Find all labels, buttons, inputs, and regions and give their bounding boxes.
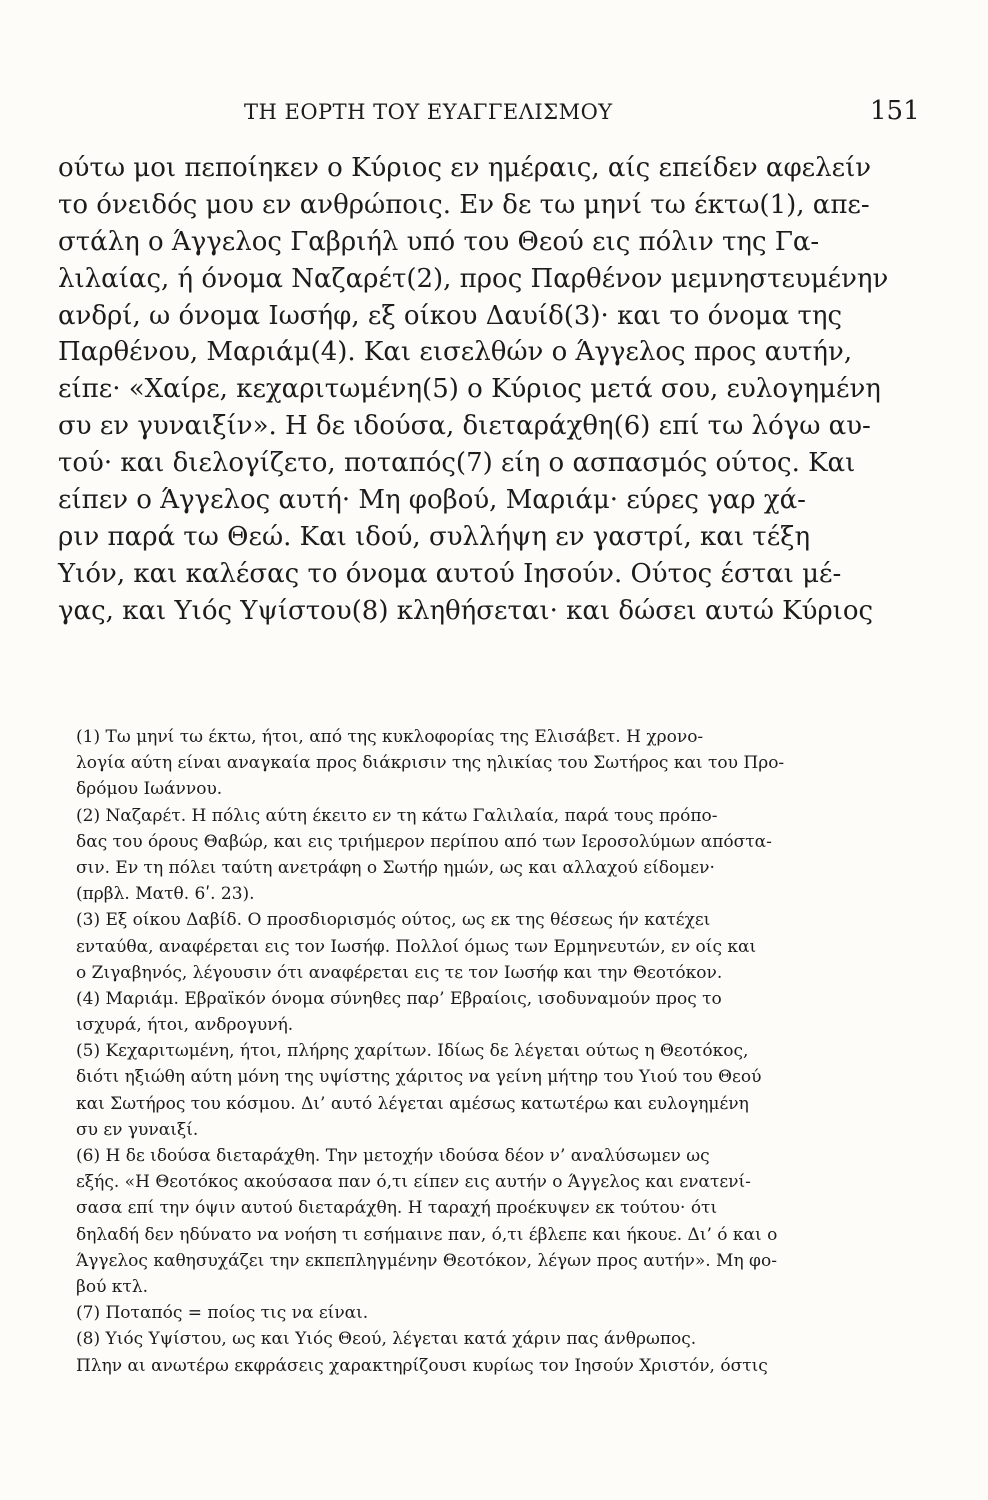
running-title: ΤΗ ΕΟΡΤΗ ΤΟΥ ΕΥΑΓΓΕΛΙΣΜΟΥ (244, 100, 613, 124)
footnotes (76, 724, 816, 1379)
footnote-line: σιν. Εν τη πόλει ταύτη ανετράφη ο Σωτήρ ημών, ως και αλλαχού είδομεν· (76, 857, 715, 878)
page-number: 151 (870, 96, 920, 126)
footnote-line: λογία αύτη είναι αναγκαία προς διάκρισιν της ηλικίας του Σωτήρος και του Προ- (76, 753, 785, 774)
footnote-line: δηλαδή δεν ηδύνατο να νοήση τι εσήμαινε παν, ό,τι έβλεπε και ήκουε. Δι’ ό και ο (76, 1224, 778, 1245)
text-line: το όνειδός μου εν ανθρώποις. Εν δε τω μηνί τω έκτω(1), απε- (58, 189, 870, 220)
footnote-line: (6) Η δε ιδούσα διεταράχθη. Την μετοχήν ιδούσα δέον ν’ αναλύσωμεν ως (76, 1146, 710, 1166)
footnote-line: (7) Ποταπός = ποίος τις να είναι. (76, 1303, 369, 1324)
text-line: ούτω μοι πεποίηκεν ο Κύριος εν ημέραις, αίς επείδεν αφελείν (58, 153, 872, 183)
footnote-line: (1) Τω μηνί τω έκτω, ήτοι, από της κυκλοφορίας της Ελισάβετ. Η χρονο- (76, 727, 704, 747)
footnote-line: δας του όρους Θαβώρ, και εις τριήμερον περίπου από των Ιεροσολύμων απόστα- (76, 831, 772, 852)
footnote-line: σασα επί την όψιν αυτού διεταράχθη. Η ταραχή προέκυψεν εκ τούτου· ότι (76, 1198, 718, 1219)
footnote-line: Πλην αι ανωτέρω εκφράσεις χαρακτηρίζουσι κυρίως τον Ιησούν Χριστόν, όστις (76, 1355, 768, 1376)
text-line: Υιόν, και καλέσας το όνομα αυτού Ιησούν. Ούτος έσται μέ- (58, 558, 842, 589)
page-header (0, 96, 988, 136)
text-line: ανδρί, ω όνομα Ιωσήφ, εξ οίκου Δαυίδ(3)· και το όνομα της (58, 300, 842, 331)
footnote-line: διότι ηξιώθη αύτη μόνη της υψίστης χάριτος να γείνη μήτηρ του Υιού του Θεού (76, 1067, 762, 1088)
text-line: ριν παρά τω Θεώ. Και ιδού, συλλήψη εν γαστρί, και τέξη (58, 521, 811, 552)
footnote-line: ισχυρά, ήτοι, ανδρογυνή. (76, 1015, 294, 1036)
footnote-line: ενταύθα, αναφέρεται εις τον Ιωσήφ. Πολλοί όμως των Ερμηνευτών, εν οίς και (76, 936, 757, 957)
footnote-line: (2) Ναζαρέτ. Η πόλις αύτη έκειτο εν τη κάτω Γαλιλαία, παρά τους πρόπο- (76, 805, 718, 826)
text-line: είπεν ο Άγγελος αυτή· Μη φοβού, Μαριάμ· εύρες γαρ χά- (58, 485, 806, 516)
footnote-line: συ εν γυναιξί. (76, 1119, 199, 1140)
text-line: λιλαίας, ή όνομα Ναζαρέτ(2), προς Παρθένον μεμνηστευμένην (58, 263, 889, 294)
footnote-line: Άγγελος καθησυχάζει την εκπεπληγμένην Θεοτόκον, λέγων προς αυτήν». Μη φο- (76, 1250, 777, 1271)
footnote-line: δρόμου Ιωάννου. (76, 779, 223, 800)
text-line: συ εν γυναιξίν». Η δε ιδούσα, διεταράχθη(6) επί τω λόγω αυ- (58, 411, 871, 442)
text-line: τού· και διελογίζετο, ποταπός(7) είη ο ασπασμός ούτος. Και (58, 448, 856, 479)
footnote-line: εξής. «Η Θεοτόκος ακούσασα παν ό,τι είπεν εις αυτήν ο Άγγελος και ενατενί- (76, 1172, 751, 1193)
text-line: γας, και Υιός Υψίστου(8) κληθήσεται· και δώσει αυτώ Κύριος (58, 595, 874, 626)
footnote-line: (πρβλ. Ματθ. 6ʹ. 23). (76, 884, 255, 905)
footnote-line: (3) Εξ οίκου Δαβίδ. Ο προσδιορισμός ούτος, ως εκ της θέσεως ήν κατέχει (76, 910, 711, 931)
footnote-line: (4) Μαριάμ. Εβραϊκόν όνομα σύνηθες παρ’ Εβραίοις, ισοδυναμούν προς το (76, 988, 722, 1009)
footnote-line: βού κτλ. (76, 1276, 149, 1297)
main-text (58, 150, 889, 630)
footnote-line: (8) Υιός Υψίστου, ως και Υιός Θεού, λέγεται κατά χάριν πας άνθρωπος. (76, 1329, 697, 1350)
text-line: στάλη ο Άγγελος Γαβριήλ υπό του Θεού εις πόλιν της Γα- (58, 226, 820, 257)
text-line: είπε· «Χαίρε, κεχαριτωμένη(5) ο Κύριος μετά σου, ευλογημένη (58, 374, 881, 405)
text-line: Παρθένου, Μαριάμ(4). Και εισελθών ο Άγγελος προς αυτήν, (58, 337, 853, 368)
footnote-line: ο Ζιγαβηνός, λέγουσιν ότι αναφέρεται εις τε τον Ιωσήφ και την Θεοτόκον. (76, 962, 723, 983)
footnote-line: και Σωτήρος του κόσμου. Δι’ αυτό λέγεται αμέσως κατωτέρω και ευλογημένη (76, 1093, 749, 1114)
footnote-line: (5) Κεχαριτωμένη, ήτοι, πλήρης χαρίτων. Ιδίως δε λέγεται ούτως η Θεοτόκος, (76, 1041, 749, 1062)
